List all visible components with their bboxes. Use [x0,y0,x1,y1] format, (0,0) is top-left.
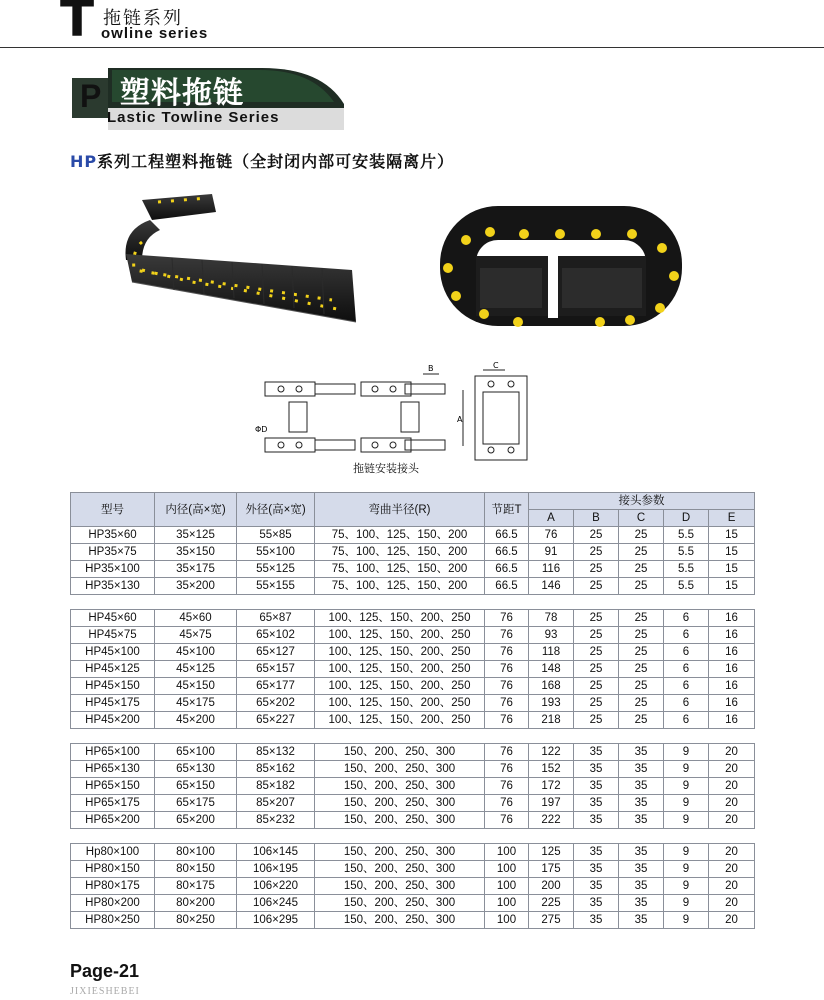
table-row [71,527,755,544]
table-cell: 20 [709,744,755,761]
table-cell: 66.5 [485,578,529,595]
table-row [71,610,755,627]
table-row [71,678,755,695]
table-cell: HP80×200 [71,895,155,912]
table-row [71,644,755,661]
table-cell: 100、125、150、200、250 [315,712,485,729]
table-cell: 9 [664,895,709,912]
table-cell: 25 [619,712,664,729]
table-cell: 35 [619,861,664,878]
table-cell: 20 [709,912,755,929]
table-cell: 76 [485,661,529,678]
table-row [71,812,755,829]
table-cell: 65×202 [237,695,315,712]
diagram-label-d: ΦD [255,425,268,434]
table-cell: 35 [619,912,664,929]
table-cell: 218 [529,712,574,729]
table-cell: 100 [485,895,529,912]
table-cell: 35 [574,878,619,895]
table-row [71,627,755,644]
table-cell: 76 [485,778,529,795]
spec-table [70,492,755,929]
table-cell: 25 [574,695,619,712]
table-cell: 76 [485,761,529,778]
table-cell: 76 [485,627,529,644]
table-cell: 65×175 [155,795,237,812]
table-cell: 20 [709,861,755,878]
table-cell: 5.5 [664,544,709,561]
header-title-en: owline series [101,25,209,42]
connector-diagram [255,362,535,462]
table-cell: 25 [619,527,664,544]
table-cell: 45×150 [155,678,237,695]
table-cell: 150、200、250、300 [315,912,485,929]
table-cell: 172 [529,778,574,795]
table-cell: 5.5 [664,527,709,544]
table-cell: 25 [619,627,664,644]
table-cell: 20 [709,844,755,861]
table-cell: 6 [664,610,709,627]
table-cell: 25 [574,561,619,578]
table-row [71,878,755,895]
header-divider [0,47,824,48]
table-cell: 150、200、250、300 [315,761,485,778]
table-cell: HP45×75 [71,627,155,644]
table-cell: 35 [574,795,619,812]
table-cell: 85×132 [237,744,315,761]
page-number: Page-21 [70,961,140,981]
table-cell: 150、200、250、300 [315,844,485,861]
col-header-c: C [619,510,664,527]
table-cell: 45×175 [155,695,237,712]
table-cell: 16 [709,644,755,661]
table-cell: HP65×100 [71,744,155,761]
table-cell: 100、125、150、200、250 [315,644,485,661]
table-cell: 197 [529,795,574,812]
table-cell: 9 [664,844,709,861]
table-cell: 65×150 [155,778,237,795]
table-cell: 25 [574,678,619,695]
col-header-d: D [664,510,709,527]
table-cell: 35 [574,812,619,829]
table-cell: 9 [664,812,709,829]
table-cell: 25 [619,578,664,595]
table-cell: 35 [574,744,619,761]
table-cell: HP35×100 [71,561,155,578]
table-cell: 125 [529,844,574,861]
table-cell: 65×87 [237,610,315,627]
table-cell: 150、200、250、300 [315,744,485,761]
table-cell: 80×200 [155,895,237,912]
table-cell: 65×100 [155,744,237,761]
table-cell: 20 [709,878,755,895]
table-cell: 100、125、150、200、250 [315,678,485,695]
table-cell: 78 [529,610,574,627]
banner-title-en: Lastic Towline Series [107,109,280,126]
col-header-joint: 接头参数 [529,493,755,510]
table-cell: 66.5 [485,544,529,561]
table-cell: 76 [485,610,529,627]
table-cell: 25 [574,610,619,627]
table-cell: 76 [485,812,529,829]
table-cell: 6 [664,695,709,712]
table-cell: 35 [574,861,619,878]
table-cell: HP80×250 [71,912,155,929]
table-cell: 150、200、250、300 [315,812,485,829]
table-cell: 6 [664,661,709,678]
diagram-caption: 拖链安装接头 [353,462,419,475]
table-cell: 76 [485,795,529,812]
table-cell: 65×102 [237,627,315,644]
table-cell: 275 [529,912,574,929]
table-cell: 16 [709,678,755,695]
table-row [71,744,755,761]
table-cell: 45×60 [155,610,237,627]
subtitle-text: 系列工程塑料拖链（全封闭内部可安装隔离片） [97,152,455,171]
table-cell: 80×150 [155,861,237,878]
banner-title-cn: 塑料拖链 [120,76,244,111]
table-cell: 76 [529,527,574,544]
table-cell: HP80×150 [71,861,155,878]
table-cell: 9 [664,761,709,778]
table-cell: 35 [574,778,619,795]
table-cell: 222 [529,812,574,829]
table-cell: 55×85 [237,527,315,544]
table-cell: 150、200、250、300 [315,861,485,878]
table-cell: HP65×150 [71,778,155,795]
product-subtitle [70,149,454,172]
table-row [71,861,755,878]
table-cell: 9 [664,912,709,929]
table-cell: 20 [709,778,755,795]
table-cell: 100 [485,844,529,861]
col-header-e: E [709,510,755,527]
chain-photo-loop [430,196,692,336]
table-cell: 45×75 [155,627,237,644]
table-row [71,844,755,861]
subtitle-prefix: HP [70,152,98,171]
table-cell: 45×200 [155,712,237,729]
table-cell: 25 [619,695,664,712]
table-cell: 6 [664,712,709,729]
table-cell: 35 [619,878,664,895]
table-cell: HP45×100 [71,644,155,661]
table-cell: 100 [485,861,529,878]
table-row [71,912,755,929]
table-cell: 106×245 [237,895,315,912]
table-cell: 85×162 [237,761,315,778]
diagram-label-a: A [457,415,463,424]
table-cell: 25 [574,644,619,661]
table-cell: 25 [574,627,619,644]
table-cell: 16 [709,627,755,644]
table-cell: 65×227 [237,712,315,729]
table-cell: 20 [709,795,755,812]
table-row [71,895,755,912]
table-cell: 45×100 [155,644,237,661]
table-cell: HP65×200 [71,812,155,829]
table-cell: 25 [574,578,619,595]
table-cell: 116 [529,561,574,578]
table-cell: 20 [709,895,755,912]
diagram-label-c: C [493,362,499,370]
table-cell: HP45×60 [71,610,155,627]
table-cell: HP35×75 [71,544,155,561]
table-cell: 20 [709,761,755,778]
table-cell: 25 [619,610,664,627]
diagram-label-b: B [428,364,434,373]
table-cell: 55×155 [237,578,315,595]
group-spacer [71,729,755,744]
group-spacer [71,595,755,610]
table-cell: 35 [619,812,664,829]
table-cell: 80×100 [155,844,237,861]
table-cell: 168 [529,678,574,695]
table-cell: 150、200、250、300 [315,878,485,895]
table-cell: 75、100、125、150、200 [315,561,485,578]
table-cell: 35 [619,778,664,795]
table-cell: 9 [664,861,709,878]
table-cell: 35 [574,895,619,912]
table-cell: 9 [664,778,709,795]
footer-watermark: JIXIESHEBEI [70,986,140,997]
table-cell: 76 [485,695,529,712]
table-cell: 76 [485,712,529,729]
table-cell: 16 [709,712,755,729]
table-cell: 35 [619,761,664,778]
table-cell: 25 [574,527,619,544]
table-cell: 5.5 [664,578,709,595]
table-cell: 80×175 [155,878,237,895]
table-row [71,544,755,561]
table-cell: Hp80×100 [71,844,155,861]
table-row [71,761,755,778]
table-cell: 15 [709,561,755,578]
table-cell: 85×207 [237,795,315,812]
table-cell: 35 [574,761,619,778]
table-cell: 93 [529,627,574,644]
table-cell: 9 [664,795,709,812]
table-cell: 35 [574,912,619,929]
table-cell: 55×125 [237,561,315,578]
table-cell: 25 [619,644,664,661]
table-cell: 85×232 [237,812,315,829]
table-cell: 35 [619,895,664,912]
table-cell: 100 [485,912,529,929]
table-cell: 16 [709,695,755,712]
col-header-radius: 弯曲半径(R) [315,493,485,527]
table-cell: 65×130 [155,761,237,778]
table-cell: HP35×130 [71,578,155,595]
table-cell: 25 [619,661,664,678]
table-cell: 76 [485,644,529,661]
table-cell: HP45×125 [71,661,155,678]
table-cell: 35 [619,844,664,861]
table-cell: 152 [529,761,574,778]
col-header-model: 型号 [71,493,155,527]
table-cell: 85×182 [237,778,315,795]
table-cell: 6 [664,678,709,695]
table-cell: HP45×150 [71,678,155,695]
table-cell: 45×125 [155,661,237,678]
table-cell: 16 [709,610,755,627]
table-cell: HP80×175 [71,878,155,895]
table-cell: 25 [574,661,619,678]
header-big-letter: T [60,0,95,48]
table-cell: HP45×175 [71,695,155,712]
table-cell: 193 [529,695,574,712]
table-cell: 76 [485,678,529,695]
table-row [71,578,755,595]
header-title-cn: 拖链系列 [103,8,183,29]
table-cell: 65×157 [237,661,315,678]
col-header-a: A [529,510,574,527]
table-cell: 122 [529,744,574,761]
col-header-b: B [574,510,619,527]
table-cell: 35 [619,744,664,761]
table-cell: 35×175 [155,561,237,578]
chain-photo-open [112,190,362,330]
table-cell: 16 [709,661,755,678]
table-cell: 76 [485,744,529,761]
table-row [71,661,755,678]
table-row [71,778,755,795]
table-cell: 15 [709,527,755,544]
table-cell: 35 [619,795,664,812]
table-cell: 66.5 [485,527,529,544]
table-cell: 106×195 [237,861,315,878]
table-cell: 5.5 [664,561,709,578]
table-cell: 9 [664,878,709,895]
table-cell: 225 [529,895,574,912]
table-cell: 25 [574,544,619,561]
table-cell: 15 [709,578,755,595]
table-cell: 6 [664,627,709,644]
table-cell: 100 [485,878,529,895]
table-cell: 25 [619,561,664,578]
col-header-outer: 外径(高×宽) [237,493,315,527]
table-cell: 65×177 [237,678,315,695]
table-cell: 25 [619,544,664,561]
table-body [71,527,755,929]
table-cell: 75、100、125、150、200 [315,544,485,561]
group-spacer [71,829,755,844]
table-cell: 100、125、150、200、250 [315,610,485,627]
table-cell: 106×145 [237,844,315,861]
banner-letter: P [80,78,102,114]
col-header-inner: 内径(高×宽) [155,493,237,527]
table-cell: 25 [574,712,619,729]
table-cell: 55×100 [237,544,315,561]
table-cell: 200 [529,878,574,895]
table-cell: 150、200、250、300 [315,895,485,912]
table-cell: 25 [619,678,664,695]
table-cell: 35×200 [155,578,237,595]
table-cell: 9 [664,744,709,761]
table-cell: HP35×60 [71,527,155,544]
table-cell: 65×127 [237,644,315,661]
table-cell: 100、125、150、200、250 [315,627,485,644]
table-cell: 20 [709,812,755,829]
table-cell: 15 [709,544,755,561]
table-cell: HP45×200 [71,712,155,729]
table-cell: 80×250 [155,912,237,929]
table-row [71,561,755,578]
table-cell: 75、100、125、150、200 [315,578,485,595]
table-cell: 65×200 [155,812,237,829]
table-cell: 118 [529,644,574,661]
table-cell: 35 [574,844,619,861]
table-row [71,712,755,729]
table-row [71,795,755,812]
table-cell: 150、200、250、300 [315,778,485,795]
table-cell: 175 [529,861,574,878]
table-cell: 100、125、150、200、250 [315,695,485,712]
table-cell: 35×150 [155,544,237,561]
table-row [71,695,755,712]
table-cell: 106×220 [237,878,315,895]
table-cell: 100、125、150、200、250 [315,661,485,678]
table-cell: HP65×130 [71,761,155,778]
col-header-pitch: 节距T [485,493,529,527]
table-cell: 148 [529,661,574,678]
table-cell: HP65×175 [71,795,155,812]
table-cell: 66.5 [485,561,529,578]
table-cell: 75、100、125、150、200 [315,527,485,544]
table-cell: 6 [664,644,709,661]
table-cell: 35×125 [155,527,237,544]
table-cell: 106×295 [237,912,315,929]
table-cell: 91 [529,544,574,561]
table-cell: 146 [529,578,574,595]
table-header [71,493,755,527]
table-cell: 150、200、250、300 [315,795,485,812]
